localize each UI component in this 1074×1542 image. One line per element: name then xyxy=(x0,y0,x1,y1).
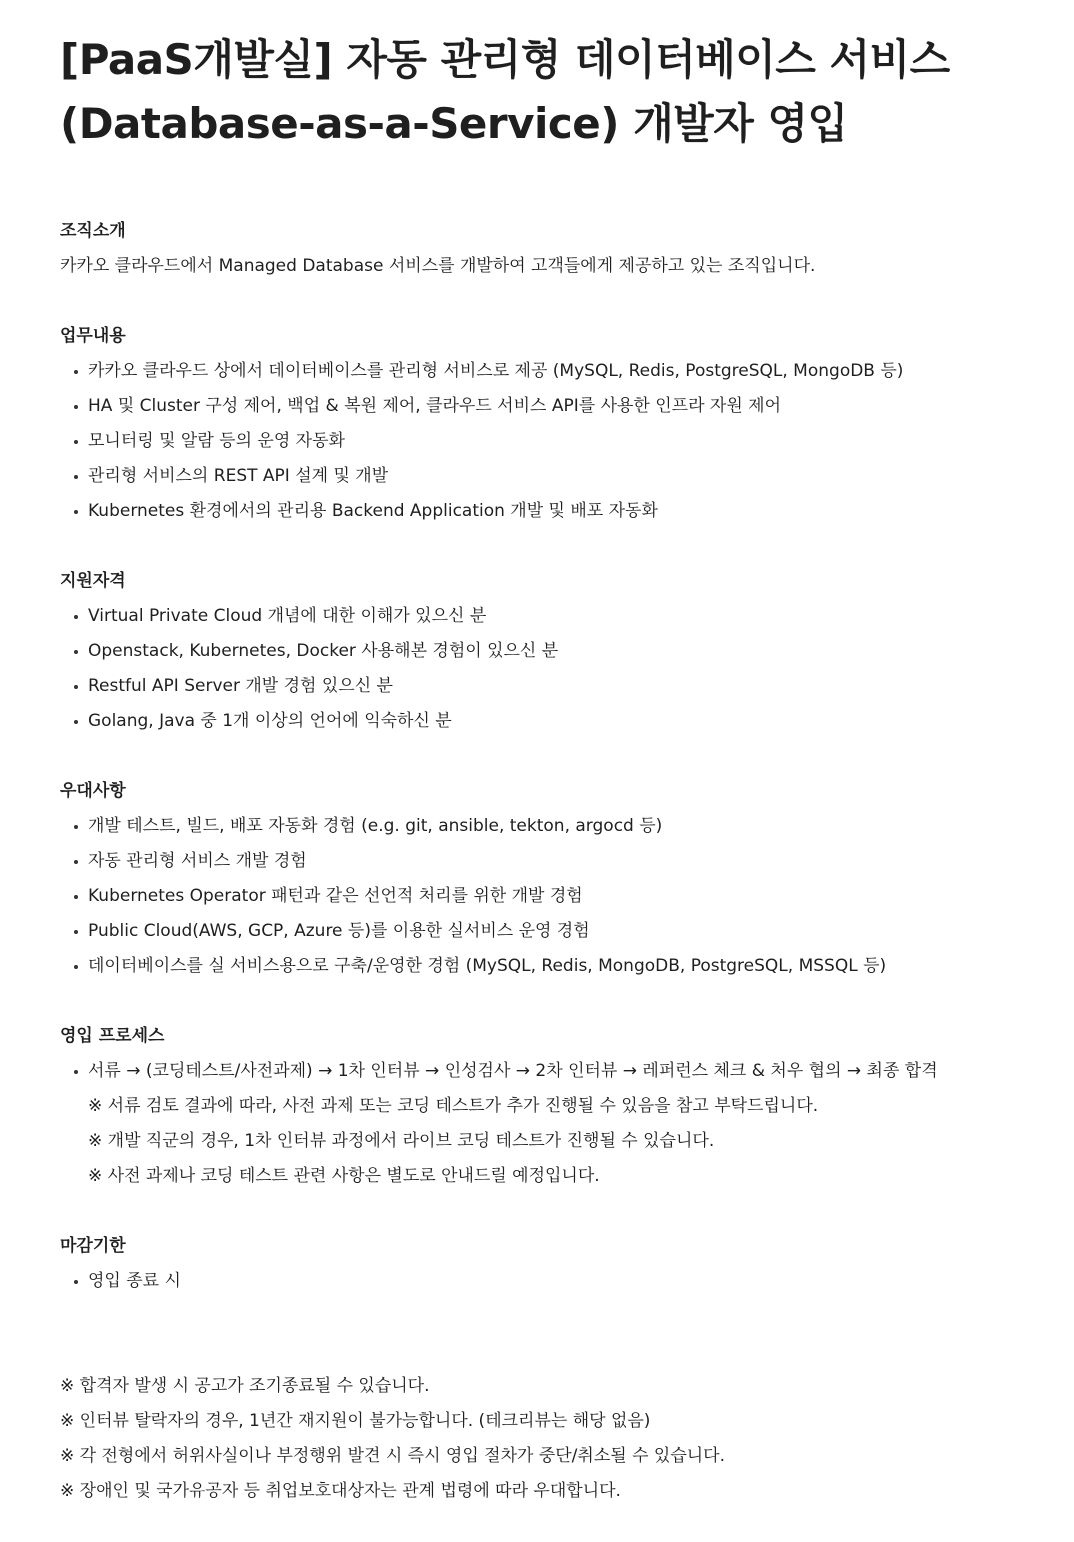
process-note: ※ 개발 직군의 경우, 1차 인터뷰 과정에서 라이브 코딩 테스트가 진행될 수 있습니다. xyxy=(88,1131,715,1151)
list-item-text: 자동 관리형 서비스 개발 경험 xyxy=(88,851,307,871)
section-preferred xyxy=(60,774,1050,984)
list-item-text: Golang, Java 중 1개 이상의 언어에 익숙하신 분 xyxy=(88,711,452,731)
bullet-dot xyxy=(74,615,78,619)
page-title-line-2: (Database-as-a-Service) 개발자 영입 xyxy=(60,99,848,148)
list-item xyxy=(60,914,1050,949)
list-item-text: 관리형 서비스의 REST API 설계 및 개발 xyxy=(88,466,389,486)
list-item xyxy=(60,809,1050,844)
footer-note: ※ 인터뷰 탈락자의 경우, 1년간 재지원이 불가능합니다. (테크리뷰는 해당 없음) xyxy=(60,1411,651,1431)
list-item-text: Public Cloud(AWS, GCP, Azure 등)를 이용한 실서비스 운영 경험 xyxy=(88,921,590,941)
section-org xyxy=(60,214,1050,284)
list-item xyxy=(60,704,1050,739)
section-heading-org: 조직소개 xyxy=(60,221,126,241)
bullet-dot xyxy=(74,405,78,409)
bullet-dot xyxy=(74,510,78,514)
footer-note: ※ 장애인 및 국가유공자 등 취업보호대상자는 관계 법령에 따라 우대합니다. xyxy=(60,1481,621,1501)
bullet-dot xyxy=(74,720,78,724)
list-item-text: 모니터링 및 알람 등의 운영 자동화 xyxy=(88,431,345,451)
section-qualifications xyxy=(60,564,1050,739)
bullet-dot xyxy=(74,965,78,969)
list-item-text: 영입 종료 시 xyxy=(88,1271,181,1291)
bullet-dot xyxy=(74,1280,78,1284)
list-item xyxy=(60,844,1050,879)
list-item xyxy=(60,634,1050,669)
section-deadline xyxy=(60,1229,1050,1299)
footer-note: ※ 합격자 발생 시 공고가 조기종료될 수 있습니다. xyxy=(60,1376,430,1396)
process-list xyxy=(60,1054,1050,1089)
bullet-dot xyxy=(74,685,78,689)
list-item-text: Kubernetes 환경에서의 관리용 Backend Application 개발 및 배포 자동화 xyxy=(88,501,658,521)
process-note: ※ 서류 검토 결과에 따라, 사전 과제 또는 코딩 테스트가 추가 진행될 수 있음을 참고 부탁드립니다. xyxy=(88,1096,819,1116)
process-note: ※ 사전 과제나 코딩 테스트 관련 사항은 별도로 안내드릴 예정입니다. xyxy=(88,1166,600,1186)
section-heading-process: 영입 프로세스 xyxy=(60,1026,165,1046)
section-heading-deadline: 마감기한 xyxy=(60,1236,126,1256)
footer-note: ※ 각 전형에서 허위사실이나 부정행위 발견 시 즉시 영입 절차가 중단/취소될 수 있습니다. xyxy=(60,1446,725,1466)
bullet-dot xyxy=(74,930,78,934)
section-duties xyxy=(60,319,1050,529)
list-item-text: Openstack, Kubernetes, Docker 사용해본 경험이 있으신 분 xyxy=(88,641,559,661)
bullet-dot xyxy=(74,475,78,479)
list-item xyxy=(60,459,1050,494)
section-heading-duties: 업무내용 xyxy=(60,326,126,346)
list-item xyxy=(60,949,1050,984)
org-description: 카카오 클라우드에서 Managed Database 서비스를 개발하여 고객들에게 제공하고 있는 조직입니다. xyxy=(60,256,816,276)
list-item-text: 데이터베이스를 실 서비스용으로 구축/운영한 경험 (MySQL, Redis, MongoDB, PostgreSQL, MSSQL 등) xyxy=(88,956,887,976)
list-item xyxy=(60,354,1050,389)
bullet-dot xyxy=(74,860,78,864)
page-title xyxy=(60,0,1074,156)
bullet-dot xyxy=(74,440,78,444)
list-item xyxy=(60,389,1050,424)
list-item-text: Restful API Server 개발 경험 있으신 분 xyxy=(88,676,393,696)
list-item-text: 카카오 클라우드 상에서 데이터베이스를 관리형 서비스로 제공 (MySQL, Redis, PostgreSQL, MongoDB 등) xyxy=(88,361,904,381)
list-item-text: HA 및 Cluster 구성 제어, 백업 & 복원 제어, 클라우드 서비스 API를 사용한 인프라 자원 제어 xyxy=(88,396,782,416)
qualifications-list xyxy=(60,599,1050,739)
bullet-dot xyxy=(74,1070,78,1074)
bullet-dot xyxy=(74,370,78,374)
section-heading-qualifications: 지원자격 xyxy=(60,571,126,591)
bullet-dot xyxy=(74,825,78,829)
list-item xyxy=(60,494,1050,529)
section-heading-preferred: 우대사항 xyxy=(60,781,126,801)
section-process xyxy=(60,1019,1050,1194)
bullet-dot xyxy=(74,650,78,654)
duties-list xyxy=(60,354,1050,529)
bullet-dot xyxy=(74,895,78,899)
list-item xyxy=(60,879,1050,914)
list-item-text: Virtual Private Cloud 개념에 대한 이해가 있으신 분 xyxy=(88,606,487,626)
list-item xyxy=(60,669,1050,704)
page-title-line-1: [PaaS개발실] 자동 관리형 데이터베이스 서비스 xyxy=(60,35,950,84)
list-item xyxy=(60,1264,1050,1299)
list-item xyxy=(60,1054,1050,1089)
list-item-text: Kubernetes Operator 패턴과 같은 선언적 처리를 위한 개발 경험 xyxy=(88,886,583,906)
list-item xyxy=(60,424,1050,459)
deadline-list xyxy=(60,1264,1050,1299)
list-item xyxy=(60,599,1050,634)
list-item-text: 개발 테스트, 빌드, 배포 자동화 경험 (e.g. git, ansible, tekton, argocd 등) xyxy=(88,816,663,836)
preferred-list xyxy=(60,809,1050,984)
list-item-text: 서류 → (코딩테스트/사전과제) → 1차 인터뷰 → 인성검사 → 2차 인터뷰 → 레퍼런스 체크 & 처우 협의 → 최종 합격 xyxy=(88,1061,938,1081)
footer-notes xyxy=(60,1369,1050,1509)
